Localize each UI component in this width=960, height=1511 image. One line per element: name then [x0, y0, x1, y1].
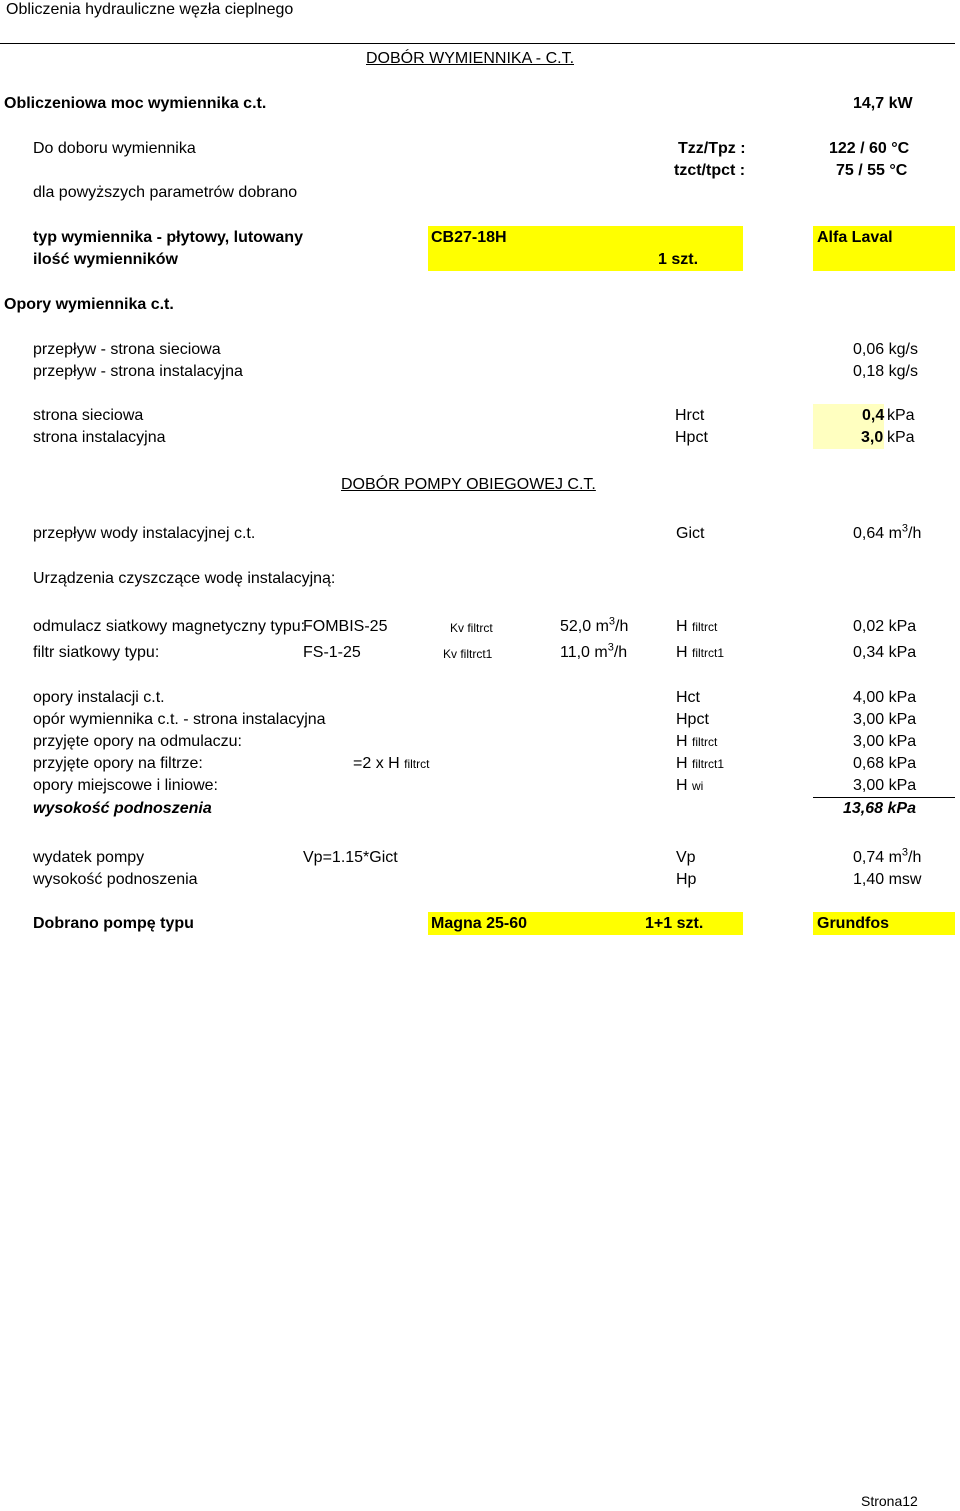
- pump-flow-value: [853, 848, 921, 868]
- pump-selected-label: Dobrano pompę typu: [33, 915, 194, 932]
- exchanger-count-label: ilość wymienników: [33, 251, 178, 268]
- formula-sub: filtrct: [404, 757, 430, 771]
- power-number: 14,7: [853, 95, 885, 112]
- mesh-h-number: 0,34: [853, 644, 885, 661]
- tzz-number: 122 / 60: [829, 140, 887, 157]
- mag-kv-value: [560, 617, 628, 637]
- pump-model: Magna 25-60: [431, 915, 528, 932]
- pump-head-label: wysokość podnoszenia: [33, 871, 198, 888]
- total-head-unit: kPa: [887, 800, 916, 817]
- inst-side-label: strona instalacyjna: [33, 429, 166, 446]
- mesh-kv-unit: [594, 641, 628, 661]
- unit-cube: 3: [607, 641, 614, 654]
- mesh-h-value: [853, 643, 916, 663]
- head-row-number: 3,00: [853, 711, 885, 728]
- net-side-label: strona sieciowa: [33, 407, 144, 424]
- head-row-unit: kPa: [888, 733, 917, 750]
- flow-inst-value: [853, 362, 918, 382]
- mag-filter-type: FOMBIS-25: [303, 618, 388, 635]
- tzz-label: Tzz/Tpz :: [678, 140, 746, 157]
- head-row-number: 0,68: [853, 755, 885, 772]
- inst-side-value: 3,0: [861, 429, 884, 446]
- pump-head-symbol: Hp: [676, 871, 697, 888]
- section-title-exchanger: DOBÓR WYMIENNIKA - C.T.: [366, 50, 575, 67]
- water-flow-unit: [888, 522, 922, 542]
- tzct-label: tzct/tpct :: [674, 162, 746, 179]
- flow-inst-number: 0,18: [853, 363, 885, 380]
- mesh-h-main: H: [676, 644, 688, 661]
- mesh-kv-label: Kv filtrct1: [443, 647, 493, 661]
- head-row-symbol-sub: filtrct: [692, 735, 718, 749]
- mag-h-number: 0,02: [853, 618, 885, 635]
- unit-cube: 3: [901, 522, 909, 535]
- count-unit: szt.: [671, 251, 699, 268]
- mag-kv-number: 52,0: [560, 618, 592, 635]
- mesh-kv-value: [560, 643, 627, 663]
- sum-line: [813, 797, 955, 798]
- mag-kv-label: Kv filtrct: [450, 621, 493, 635]
- cleaning-devices-label: Urządzenia czyszczące wodę instalacyjną:: [33, 570, 336, 587]
- unit-per-h: /h: [908, 525, 922, 542]
- unit-per-h: /h: [908, 849, 922, 866]
- head-row-label: opory instalacji c.t.: [33, 689, 165, 706]
- mag-h-symbol: [676, 617, 717, 637]
- mag-kv-unit: [595, 615, 629, 635]
- tzz-unit: °C: [891, 140, 910, 157]
- mag-h-sub: filtrct: [692, 620, 718, 634]
- head-row-symbol-sub: wi: [692, 779, 704, 793]
- net-side-unit: kPa: [887, 407, 915, 424]
- mesh-kv-number: 11,0: [560, 644, 590, 661]
- water-flow-number: 0,64: [853, 525, 885, 542]
- head-row-symbol-main: H: [676, 777, 688, 794]
- flow-inst-label: przepływ - strona instalacyjna: [33, 363, 243, 380]
- head-row-value: [853, 754, 916, 774]
- power-value: [853, 94, 913, 114]
- power-label: Obliczeniowa moc wymiennika c.t.: [4, 95, 267, 112]
- tzct-unit: °C: [889, 162, 908, 179]
- pump-head-value: [853, 870, 921, 890]
- pump-flow-formula: Vp=1.15*Gict: [303, 849, 398, 866]
- unit-m: m: [888, 525, 902, 542]
- head-row-value: [853, 776, 916, 796]
- unit-per-h: /h: [613, 644, 628, 661]
- head-row-symbol: [676, 754, 724, 774]
- flow-net-unit: kg/s: [888, 341, 918, 358]
- pump-head-unit: msw: [888, 871, 922, 888]
- head-row-value: [853, 732, 916, 752]
- mesh-h-symbol: [676, 643, 724, 663]
- net-side-value: 0,4: [862, 407, 885, 424]
- unit-m: m: [594, 644, 608, 661]
- exchanger-count: [658, 250, 698, 270]
- water-flow-label: przepływ wody instalacyjnej c.t.: [33, 525, 256, 542]
- total-head-value: [843, 799, 916, 819]
- selection-intro: Do doboru wymiennika: [33, 140, 196, 157]
- head-row-formula: [353, 754, 429, 774]
- inst-side-symbol: Hpct: [675, 429, 708, 446]
- tzz-value: [829, 139, 909, 159]
- head-row-unit: kPa: [888, 755, 917, 772]
- pump-flow-number: 0,74: [853, 849, 885, 866]
- head-row-value: [853, 710, 916, 730]
- head-row-symbol: [676, 732, 717, 752]
- unit-m: m: [595, 618, 609, 635]
- head-row-symbol-sub: filtrct1: [692, 757, 725, 771]
- water-flow-symbol: Gict: [676, 525, 705, 542]
- mag-h-main: H: [676, 618, 688, 635]
- mag-filter-label: odmulacz siatkowy magnetyczny typu:: [33, 618, 306, 635]
- head-row-number: 4,00: [853, 689, 885, 706]
- unit-m: m: [888, 849, 902, 866]
- total-head-label: wysokość podnoszenia: [33, 800, 212, 817]
- sheet-name: Strona12: [861, 1493, 918, 1509]
- head-row-number: 3,00: [853, 777, 885, 794]
- mesh-filter-type: FS-1-25: [303, 644, 361, 661]
- head-row-symbol: Hpct: [676, 711, 709, 728]
- power-unit: kW: [888, 95, 913, 112]
- mesh-filter-label: filtr siatkowy typu:: [33, 644, 160, 661]
- params-text: dla powyższych parametrów dobrano: [33, 184, 298, 201]
- pump-manufacturer: Grundfos: [817, 915, 889, 932]
- inst-side-unit: kPa: [887, 429, 915, 446]
- head-row-label: opór wymiennika c.t. - strona instalacyjna: [33, 711, 326, 728]
- total-head-number: 13,68: [843, 800, 884, 817]
- pump-count: 1+1 szt.: [645, 915, 704, 932]
- flow-inst-unit: kg/s: [888, 363, 918, 380]
- pump-flow-unit: [888, 846, 922, 866]
- unit-cube: 3: [901, 846, 909, 859]
- section-title-pump: DOBÓR POMPY OBIEGOWEJ C.T.: [341, 476, 596, 493]
- flow-net-label: przepływ - strona sieciowa: [33, 341, 221, 358]
- mesh-h-sub: filtrct1: [692, 646, 725, 660]
- unit-per-h: /h: [615, 618, 629, 635]
- resistance-title: Opory wymiennika c.t.: [4, 296, 174, 313]
- tzct-value: [836, 161, 907, 181]
- exchanger-type-label: typ wymiennika - płytowy, lutowany: [33, 229, 303, 246]
- mesh-h-unit: kPa: [888, 644, 917, 661]
- head-row-symbol: [676, 776, 703, 796]
- tzct-number: 75 / 55: [836, 162, 885, 179]
- pump-head-number: 1,40: [853, 871, 885, 888]
- head-row-unit: kPa: [888, 777, 917, 794]
- formula-main: =2 x H: [353, 755, 400, 772]
- pump-flow-label: wydatek pompy: [33, 849, 145, 866]
- flow-net-value: [853, 340, 918, 360]
- head-row-value: [853, 688, 916, 708]
- header-divider: [0, 43, 955, 44]
- document-header: Obliczenia hydrauliczne węzła cieplnego: [6, 1, 294, 18]
- head-row-label: przyjęte opory na filtrze:: [33, 755, 203, 772]
- exchanger-model: CB27-18H: [431, 229, 507, 246]
- head-row-symbol-main: H: [676, 733, 688, 750]
- exchanger-manufacturer: Alfa Laval: [817, 229, 893, 246]
- head-row-label: opory miejscowe i liniowe:: [33, 777, 218, 794]
- net-side-symbol: Hrct: [675, 407, 705, 424]
- head-row-symbol: Hct: [676, 689, 700, 706]
- count-number: 1: [658, 251, 667, 268]
- water-flow-value: [853, 524, 921, 544]
- mag-h-value: [853, 617, 916, 637]
- head-row-unit: kPa: [888, 689, 917, 706]
- head-row-unit: kPa: [888, 711, 917, 728]
- flow-net-number: 0,06: [853, 341, 885, 358]
- head-row-label: przyjęte opory na odmulaczu:: [33, 733, 242, 750]
- pump-flow-symbol: Vp: [676, 849, 696, 866]
- head-row-number: 3,00: [853, 733, 885, 750]
- mag-h-unit: kPa: [888, 618, 917, 635]
- head-row-symbol-main: H: [676, 755, 688, 772]
- unit-cube: 3: [608, 615, 616, 628]
